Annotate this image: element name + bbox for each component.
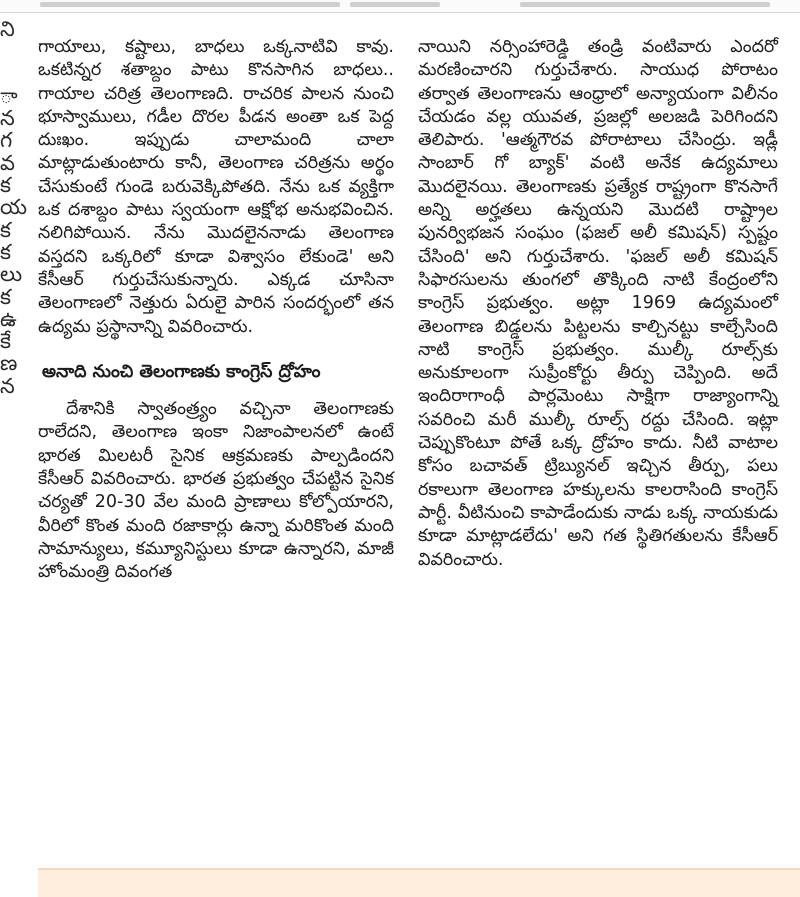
article-column-left (38, 36, 394, 585)
left-fragment-line: క (0, 173, 11, 198)
section-subheading: అనాది నుంచి తెలంగాణకు కాంగ్రెస్ ద్రోహం (42, 361, 321, 382)
left-fragment-line: ణ (0, 351, 18, 376)
left-fragment-line: న (0, 106, 15, 131)
article-paragraph: నాయిని నర్సింహారెడ్డి తండ్రి వంటివారు ఎందరో మరణించారని గుర్తుచేశారు. సాయుధ పోరాటం తర్వాత తెలంగాణను ఆంధ్రాలో అన్యాయంగా విలీనం చేయడం వల్ల యువత, ప్రజల్లో అలజడి పెరిగిందని తెలిపారు. 'ఆత్మగౌరవ పోరాటాలు చేసింద్రు. ఇడ్లీ సాంబార్ గో బ్యాక్' వంటి అనేక ఉద్యమాలు మొదలైనయి. తెలంగాణకు ప్రత్యేక రాష్ట్రంగా కొనసాగే అన్ని అర్హతలు ఉన్నయని మొదటి రాష్ట్రాల పునర్విభజన సంఘం (ఫజల్ అలీ కమిషన్) స్పష్టం చేసింది' అని గుర్తుచేశారు. 'ఫజల్ అలీ కమిషన్ సిఫారసులను తుంగలో తొక్కింది నాటి కేంద్రంలోని కాంగ్రెస్ ప్రభుత్వం. అట్లా 1969 ఉద్యమంలో తెలంగాణ బిడ్డలను పిట్టలను కాల్చినట్టు కాల్చేసింది నాటి కాంగ్రెస్ ప్రభుత్వం. ముల్కీ రూల్స్‌కు అనుకూలంగా సుప్రీంకోర్టు తీర్పు చెప్పింది. అదే ఇందిరాగాంధీ పార్లమెంటు సాక్షిగా రాజ్యాంగాన్ని సవరించి మరీ ముల్కీ రూల్స్ రద్దు చేసింది. ఇట్లా చెప్పుకొంటూ పోతే ఒక్క ద్రోహం కాదు. నీటి వాటాల కోసం బచావత్ ట్రిబ్యునల్ ఇచ్చిన తీర్పు, పలు రకాలుగా తెలంగాణ హక్కులను కాలరాసింది కాంగ్రెస్ పార్టీ. వీటినుంచి కాపాడేందుకు నాడు ఒక్క నాయకుడు కూడా మాట్లాడలేదు' అని గత స్థితిగతులను కేసీఆర్ వివరించారు. (418, 37, 778, 570)
left-fragment-line: య (0, 195, 28, 220)
left-fragment-line: కే (0, 329, 11, 354)
left-fragment-line: క (0, 217, 11, 242)
right-column-fragment (786, 12, 800, 842)
left-fragment-line (0, 63, 18, 85)
article-paragraph: గాయాలు, కష్టాలు, బాధలు ఒక్కనాటివి కావు. ఒకటిన్నర శతాబ్దం పాటు కొనసాగిన బాధలు.. గాయాల చరిత్ర తెలంగాణది. రాచరిక పాలన నుంచి భూస్వాములు, గడీల దొరల పీడన అంతా ఒక పెద్ద దుఃఖం. ఇప్పుడు చాలామంది చాలా మాట్లాడుతుంటారు కానీ, తెలంగాణ చరిత్రను అర్థం చేసుకుంటే గుండె బరువెక్కిపోతది. నేను ఒక వ్యక్తిగా ఒక దశాబ్దం పాటు స్వయంగా ఆక్షోభ అనుభవించిన. నలిగిపోయిన. నేను మొదలైననాడు తెలంగాణ వస్తదని ఒక్కరిలో కూడా విశ్వాసం లేకుండె' అని కేసీఆర్ గుర్తుచేసుకున్నారు. ఎక్కడ చూసినా తెలంగాణలో నెత్తురు ఏరులై పారిన సందర్భంలో తన ఉద్యమ ప్రస్థానాన్ని వివరించారు. (38, 37, 394, 337)
left-column-fragment (0, 17, 28, 578)
left-fragment-line: క (0, 284, 11, 309)
left-fragment-line (0, 40, 18, 62)
left-fragment-line: లు (0, 262, 23, 287)
left-fragment-line: ా (0, 83, 18, 108)
left-fragment-line: ని (0, 17, 15, 41)
left-fragment-line: ఉ (0, 306, 17, 331)
left-fragment-line: వ (0, 150, 15, 175)
article-column-right (418, 36, 778, 572)
left-fragment-line: న (0, 373, 15, 398)
left-fragment-line: క (0, 239, 11, 264)
cropped-header-strip (0, 0, 800, 13)
bottom-banner-strip (38, 868, 800, 897)
article-paragraph: దేశానికి స్వాతంత్ర్యం వచ్చినా తెలంగాణకు రాలేదని, తెలంగాణ ఇంకా నిజాంపాలనలో ఉంటే భారత మిలటరీ సైనిక ఆక్రమణకు పాల్పడిందని కేసీఆర్ వివరించారు. భారత ప్రభుత్వం చేపట్టిన సైనిక చర్యతో 20-30 వేల మంది ప్రాణాలు కోల్పోయారని, వీరిలో కొంత మంది రజాకార్లు ఉన్నా మరికొంత మంది సామాన్యులు, కమ్యూనిస్టులు కూడా ఉన్నారని, మాజీ హోంమంత్రి దివంగత (38, 399, 394, 583)
left-fragment-line: గ (0, 128, 13, 153)
